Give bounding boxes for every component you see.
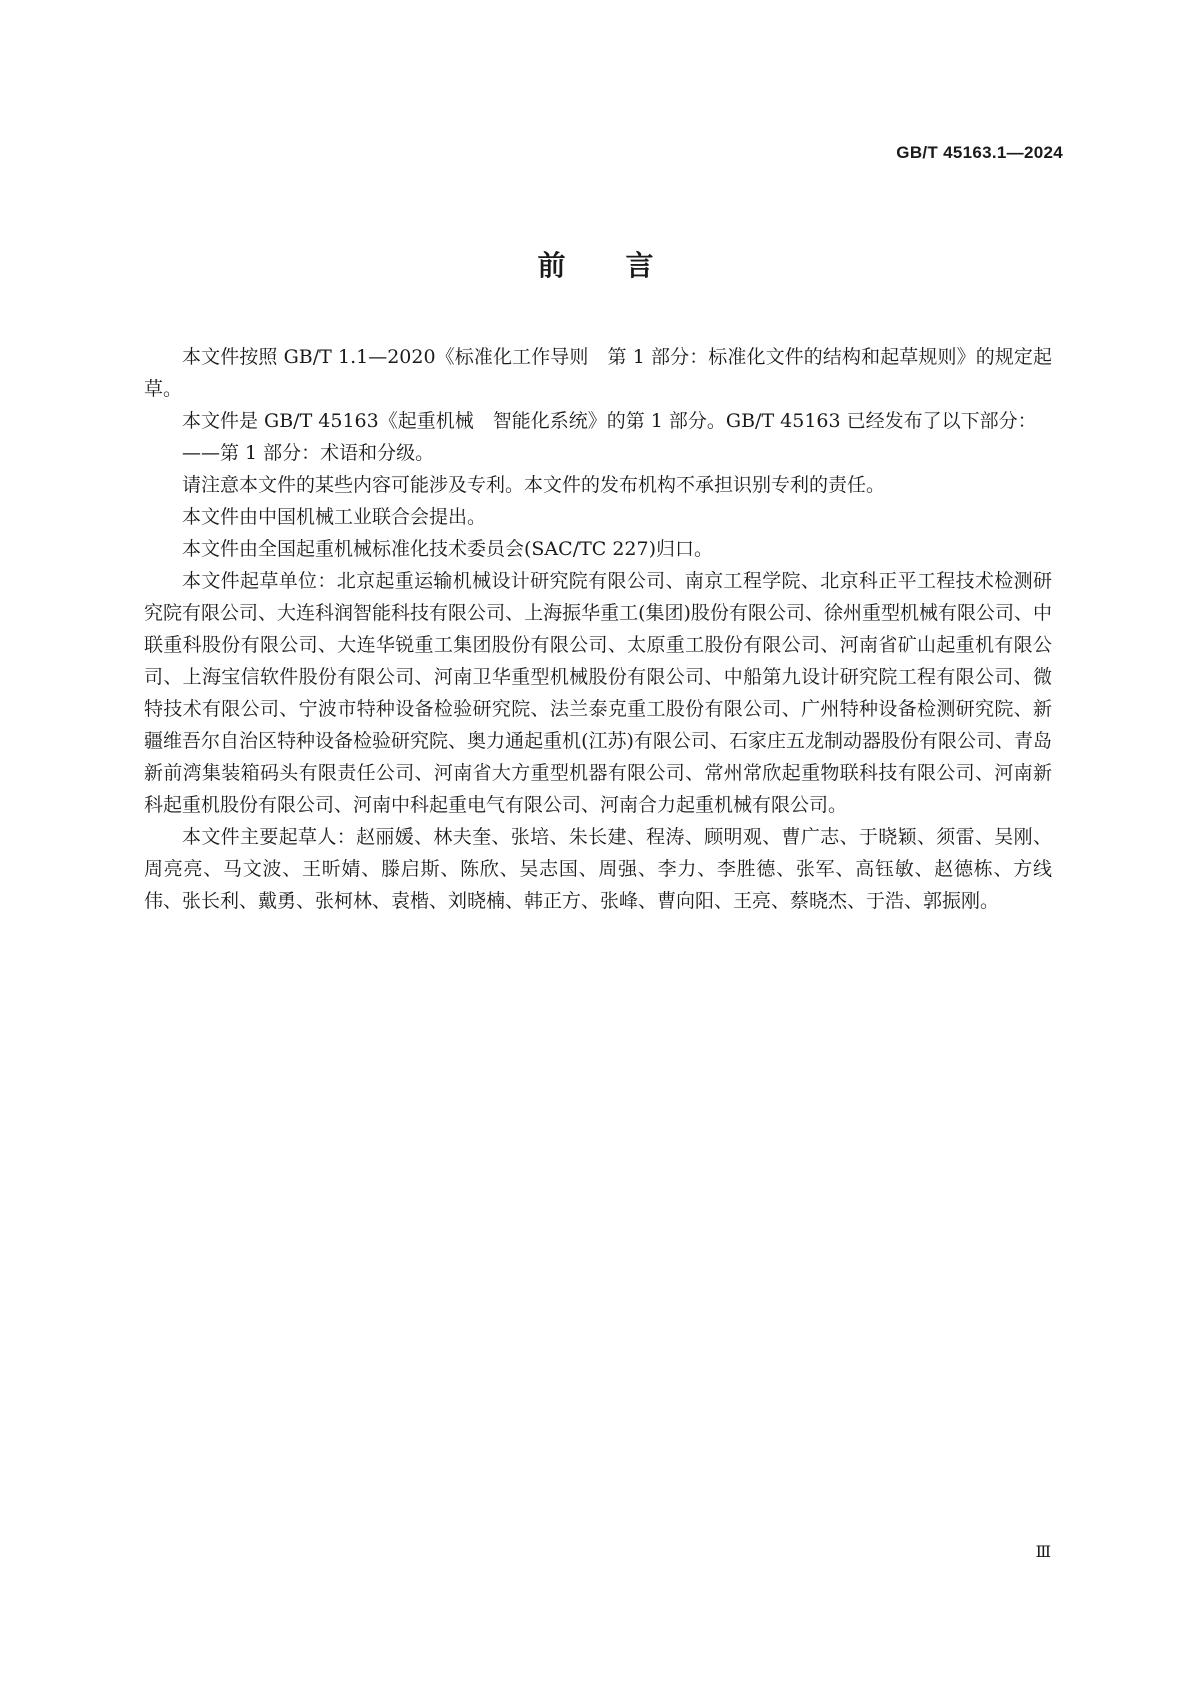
standard-code: GB/T 45163.1—2024 [896,143,1063,162]
list-item-part-1: ——第 1 部分：术语和分级。 [182,442,435,464]
paragraph-drafting-units: 本文件起草单位：北京起重运输机械设计研究院有限公司、南京工程学院、北京科正平工程技术检测研究院有限公司、大连科润智能科技有限公司、上海振华重工(集团)股份有限公司、徐州重型机械有限公司、中联重科股份有限公司、大连华锐重工集团股份有限公司、太原重工股份有限公司、河南省矿山起重机有限公司、上海宝信软件股份有限公司、河南卫华重型机械股份有限公司、中船第九设计研究院工程有限公司、微特技术有限公司、宁波市特种设备检验研究院、法兰泰克重工股份有限公司、广州特种设备检测研究院、新疆维吾尔自治区特种设备检验研究院、奥力通起重机(江苏)有限公司、石家庄五龙制动器股份有限公司、青岛新前湾集装箱码头有限责任公司、河南省大方重型机器有限公司、常州常欣起重物联科技有限公司、河南新科起重机股份有限公司、河南中科起重电气有限公司、河南合力起重机械有限公司。 [144,570,1052,816]
foreword-body [144,341,1052,917]
paragraph-committee: 本文件由全国起重机械标准化技术委员会(SAC/TC 227)归口。 [182,538,714,560]
paragraph-drafters: 本文件主要起草人：赵丽媛、林夫奎、张培、朱长建、程涛、顾明观、曹广志、于晓颖、须雷、吴刚、周亮亮、马文波、王昕婧、滕启斯、陈欣、吴志国、周强、李力、李胜德、张军、高钰敏、赵德栋、方线伟、张长利、戴勇、张柯林、袁楷、刘晓楠、韩正方、张峰、曹向阳、王亮、蔡晓杰、于浩、郭振刚。 [144,826,1052,912]
paragraph-drafting-rules: 本文件按照 GB/T 1.1—2020《标准化工作导则 第 1 部分：标准化文件的结构和起草规则》的规定起草。 [144,346,1052,400]
page-number: Ⅲ [1035,1542,1051,1561]
paragraph-part-info: 本文件是 GB/T 45163《起重机械 智能化系统》的第 1 部分。GB/T 45163 已经发布了以下部分： [182,410,1037,432]
page-title: 前言 [537,249,714,282]
paragraph-patent-notice: 请注意本文件的某些内容可能涉及专利。本文件的发布机构不承担识别专利的责任。 [182,474,886,496]
paragraph-proposer: 本文件由中国机械工业联合会提出。 [182,506,487,528]
